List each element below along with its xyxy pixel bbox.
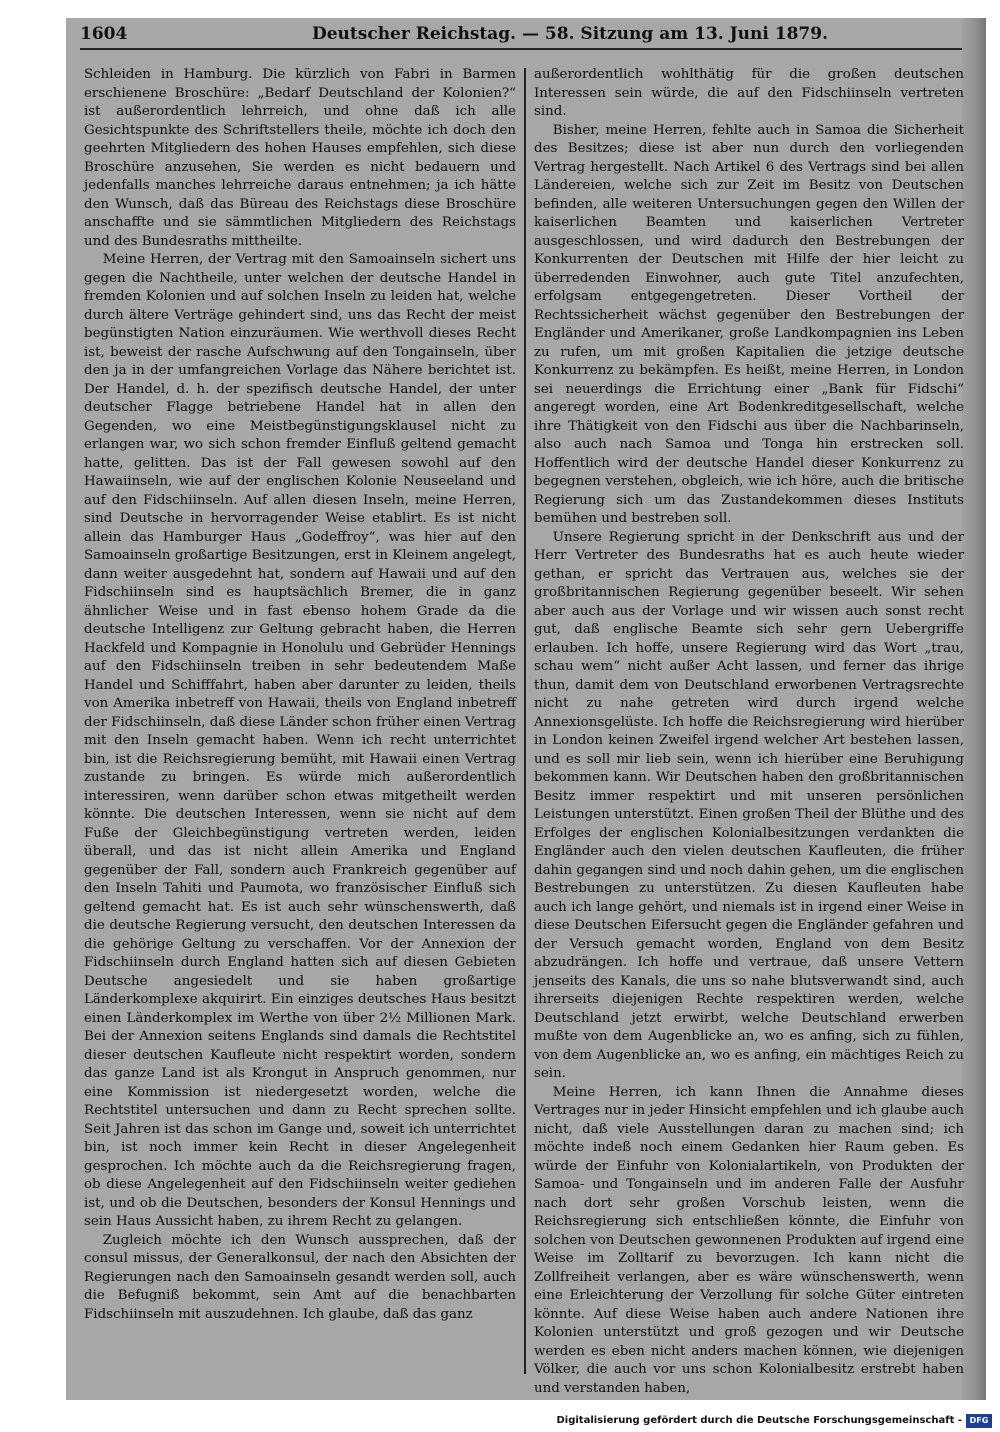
paragraph: außerordentlich wohlthätig für die großen deutschen Interessen sein würde, die auf den Fidschiinseln vertreten sind.	[534, 67, 964, 119]
column-divider	[524, 68, 526, 1374]
digitization-footer	[0, 1414, 1000, 1432]
left-column	[84, 66, 516, 1324]
paragraph: Zugleich möchte ich den Wunsch aussprechen, daß der consul missus, der Generalkonsul, der nach den Absichten der Regierungen nach den Samoainseln gesandt werden soll, auch die Befugniß bekommt, sein Amt auf die benachbarten Fidschiinseln mit auszudehnen. Ich glaube, daß das ganz	[84, 1232, 516, 1322]
dfg-logo: DFG	[966, 1414, 992, 1428]
paragraph: Unsere Regierung spricht in der Denkschrift aus und der Herr Vertreter des Bundesraths hat es auch heute wieder gethan, er spricht das Vertrauen aus, welches sie der großbritannischen Regierung gegenüber beseelt. Wir sehen aber auch aus der Vorlage und wir wissen auch sonst recht gut, daß englische Beamte sich sehr gern Uebergriffe erlauben. Ich hoffe, unsere Regierung wird das Wort „trau, schau wem“ nicht außer Acht lassen, und ferner das ihrige thun, damit dem von Deutschland erworbenen Vertragsrechte nicht zu nahe getreten wird durch irgend welche Annexionsgelüste. Ich hoffe die Reichsregierung wird hierüber in London keinen Zweifel irgend welcher Art bestehen lassen, und es soll mir lieb sein, wenn ich hierüber eine Beruhigung bekommen kann. Wir Deutschen haben den großbritannischen Besitz immer respektirt und mit unseren persönlichen Leistungen unterstützt. Einen großen Theil der Blüthe und des Erfolges der englischen Kolonialbesitzungen verdankten die Engländer auch den vielen deutschen Kaufleuten, die früher dahin gegangen sind und noch dahin gehen, um die englischen Bestrebungen zu unterstützen. Zu diesen Kaufleuten habe auch ich lange gehört, und niemals ist in irgend einer Weise in diese Deutschen Eifersucht gegen die Engländer gefahren und der Versuch gemacht worden, England von dem Besitz abzudrängen. Ich hoffe und vertraue, daß unsere Vettern jenseits des Kanals, die uns so nahe blutsverwandt sind, auch ihrerseits diejenigen Rechte respektiren werden, welche Deutschland jetzt erwirbt, welche Deutschland erwerben mußte von dem Augenblicke an, wo es anfing, sich zu fühlen, von dem Augenblicke an, wo es anfing, ein mächtiges Reich zu sein.	[534, 529, 964, 1081]
header-rule	[80, 48, 962, 50]
funding-credit: Digitalisierung gefördert durch die Deutsche Forschungsgemeinschaft -	[556, 1415, 962, 1426]
paragraph: Meine Herren, der Vertrag mit den Samoainseln sichert uns gegen die Nachtheile, unter welchen der deutsche Handel in fremden Kolonien und auf solchen Inseln zu leiden hat, welche durch ältere Verträge gehindert sind, uns das Recht der meist begünstigten Nation einzuräumen. Wie werthvoll dieses Recht ist, beweist der rasche Aufschwung auf den Tongainseln, über den ja in der umfangreichen Vorlage das Nähere berichtet ist. Der Handel, d. h. der spezifisch deutsche Handel, der unter deutscher Flagge betriebene Handel hat in allen den Gegenden, wo eine Meistbegünstigungsklausel nicht zu erlangen war, wo sich schon fremder Einfluß geltend gemacht hatte, gelitten. Das ist der Fall gewesen sowohl auf den Hawaiinseln, wie auf der englischen Kolonie Neuseeland und auf den Fidschiinseln. Auf allen diesen Inseln, meine Herren, sind Deutsche in hervorragender Weise etablirt. Es ist nicht allein das Hamburger Haus „Godeffroy“, was hier auf den Samoainseln großartige Besitzungen, erst in Kleinem angelegt, dann weiter ausgedehnt hat, sondern auf Hawaii und auf den Fidschiinseln sind es hauptsächlich Bremer, die in ganz ähnlicher Weise und in fast ebenso hohem Grade da die deutsche Intelligenz zur Geltung gebracht haben, die Herren Hackfeld und Kompagnie in Honolulu und Gebrüder Hennings auf den Fidschiinseln treiben in sehr bedeutendem Maße Handel und Schifffahrt, haben aber darunter zu leiden, theils von Amerika inbetreff von Hawaii, theils von England inbetreff der Fidschiinseln, daß diese Länder schon früher einen Vertrag mit den Inseln gemacht haben. Wenn ich recht unterrichtet bin, ist die Reichsregierung bemüht, mit Hawaii einen Vertrag zustande zu bringen. Es würde mich außerordentlich interessiren, wenn darüber schon etwas mitgetheilt werden könnte. Die deutschen Interessen, wenn sie nicht auf dem Fuße der Gleichbegünstigung vertreten werden, leiden überall, und das ist nicht allein Amerika und England gegenüber der Fall, sondern auch Frankreich gegenüber auf den Inseln Tahiti und Paumota, wo französischer Einfluß sich geltend gemacht hat. Es ist auch sehr wünschenswerth, daß die deutsche Regierung versucht, den deutschen Interessen da die gehörige Geltung zu verschaffen. Vor der Annexion der Fidschiinseln durch England hatten sich auf diesen Gebieten Deutsche angesiedelt und sie haben großartige Länderkomplexe akquirirt. Ein einziges deutsches Haus besitzt einen Länderkomplex im Werthe von über 2½ Millionen Mark. Bei der Annexion seitens Englands sind damals die Rechtstitel dieser deutschen Kaufleute nicht respektirt worden, sondern das ganze Land ist als Krongut in Anspruch genommen, nur eine Kommission ist niedergesetzt worden, welche die Rechtstitel untersuchen und dann zu Recht sprechen sollte. Seit Jahren ist das schon im Gange und, soweit ich unterrichtet bin, ist noch immer kein Recht in dieser Angelegenheit gesprochen. Ich möchte auch da die Reichsregierung fragen, ob diese Angelegenheit auf den Fidschiinseln weiter gediehen ist, und ob die Deutschen, besonders der Konsul Hennings und sein Haus Aussicht haben, zu ihrem Recht zu gelangen.	[84, 252, 516, 1229]
page-number: 1604	[80, 24, 128, 44]
paragraph: Bisher, meine Herren, fehlte auch in Samoa die Sicherheit des Besitzes; diese ist aber nun durch den vorliegenden Vertrag hergestellt. Nach Artikel 6 des Vertrags sind bei allen Ländereien, welche sich zur Zeit im Besitz von Deutschen befinden, alle weiteren Untersuchungen gegen den Willen der kaiserlichen Beamten und kaiserlichen Vertreter ausgeschlossen, und wird dadurch den Bestrebungen der Konkurrenten der Deutschen mit Hilfe der hier leicht zu überredenden Einwohner, auch gute Titel anzufechten, erfolgsam entgegengetreten. Dieser Vortheil der Rechtssicherheit wächst gegenüber den Bestrebungen der Engländer und Amerikaner, große Landkompagnien ins Leben zu rufen, um mit großen Kapitalien die jetzige deutsche Konkurrenz zu bekämpfen. Es heißt, meine Herren, in London sei neuerdings die Errichtung einer „Bank für Fidschi“ angeregt worden, eine Art Bodenkreditgesellschaft, welche ihre Thätigkeit von den Fidschi aus über die Nachbarinseln, also auch nach Samoa und Tonga hin erstrecken soll. Hoffentlich wird der deutsche Handel dieser Konkurrenz zu begegnen verstehen, obgleich, wie ich höre, auch die britische Regierung sich um das Zustandekommen dieses Instituts bemühen und bestreben soll.	[534, 122, 964, 526]
right-column	[534, 66, 964, 1398]
paragraph: Schleiden in Hamburg. Die kürzlich von Fabri in Barmen erschienene Broschüre: „Bedarf Deutschland der Kolonien?“ ist außerordentlich lehrreich, und ohne daß ich alle Gesichtspunkte des Schriftstellers theile, möchte ich doch den geehrten Mitgliedern des hohen Hauses empfehlen, sich diese Broschüre anzusehen, Sie werden es nicht bedauern und jedenfalls manches lehrreiche daraus entnehmen; ja ich hätte den Wunsch, daß das Büreau des Reichstags diese Broschüre anschaffte und sie sämmtlichen Mitgliedern des Reichstags und des Bundesraths mittheilte.	[84, 67, 516, 249]
running-title: Deutscher Reichstag. — 58. Sitzung am 13. Juni 1879.	[312, 24, 828, 44]
paragraph: Meine Herren, ich kann Ihnen die Annahme dieses Vertrages nur in jeder Hinsicht empfehlen und ich glaube auch nicht, daß viele Ausstellungen daran zu machen sind; ich möchte indeß noch einem Gedanken hier Raum geben. Es würde der Einfuhr von Kolonialartikeln, von Produkten der Samoa- und Tongainseln und im anderen Falle der Ausfuhr nach dort sehr großen Vorschub leisten, wenn die Reichsregierung sich entschließen könnte, die Einfuhr von solchen von Deutschen gewonnenen Produkten auf irgend eine Weise im Zolltarif zu bevorzugen. Ich kann nicht die Zollfreiheit verlangen, aber es wäre wünschenswerth, wenn eine Erleichterung der Verzollung für solche Güter eintreten könnte. Auf diese Weise haben auch andere Nationen ihre Kolonien unterstützt und groß gezogen und wir Deutsche werden es eben nicht anders machen können, wie diejenigen Völker, die auch vor uns schon Kolonialbesitz erstrebt haben und verstanden haben,	[534, 1084, 964, 1396]
page-edge-shadow	[962, 18, 986, 1400]
page-header	[80, 22, 960, 48]
